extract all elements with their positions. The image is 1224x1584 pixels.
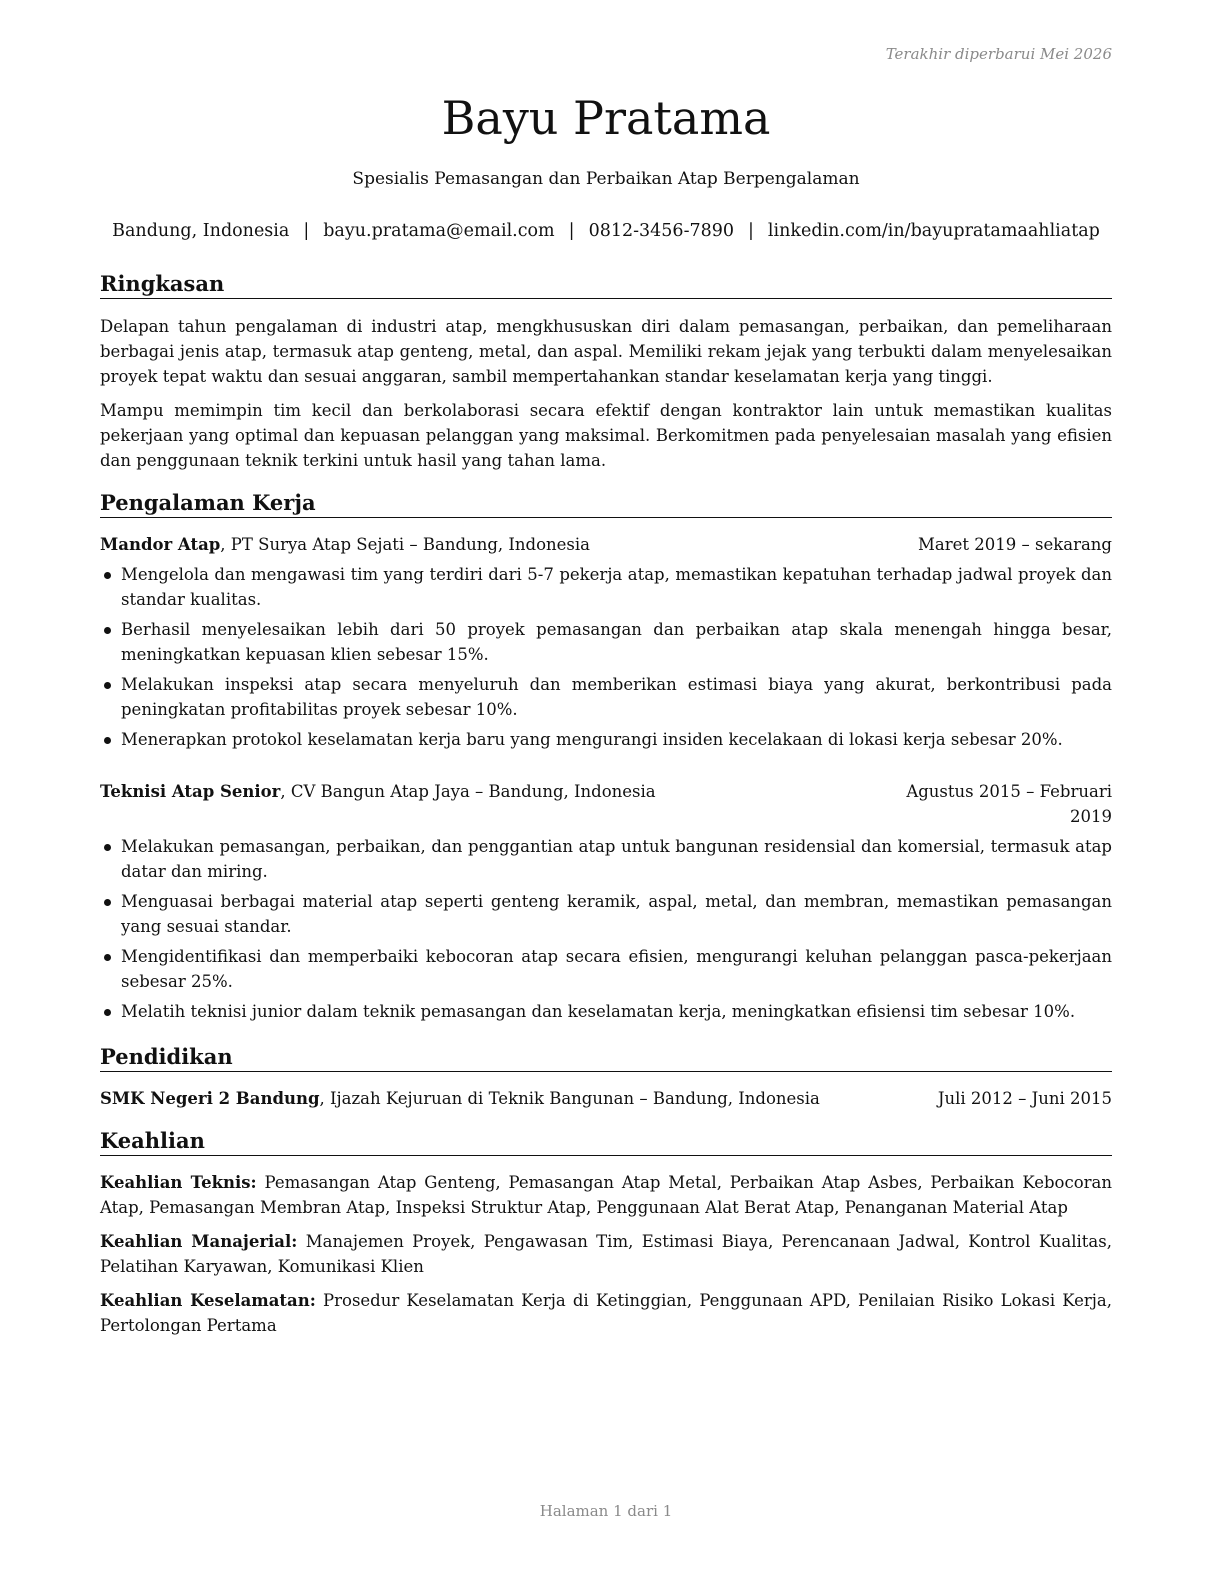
contact-line [100,220,1112,242]
education-entry [100,1086,1112,1111]
contact-separator: | [568,221,575,241]
skill-group-label: Keahlian Keselamatan: [100,1291,316,1310]
job-role: Teknisi Atap Senior [100,782,281,801]
job-bullet: Mengidentifikasi dan memperbaiki kebocoran atap secara efisien, mengurangi keluhan pelanggan pasca-pekerjaan sebesar 25%. [100,944,1112,994]
candidate-tagline: Spesialis Pemasangan dan Perbaikan Atap Berpengalaman [352,169,860,189]
skill-group-text: Prosedur Keselamatan Kerja di Ketinggian, Penggunaan APD, Penilaian Risiko Lokasi Kerja, Pertolongan Pertama [100,1291,1113,1335]
candidate-name: Bayu Pratama [441,91,771,145]
section-title-education: Pendidikan [100,1044,1112,1072]
last-updated-note: Terakhir diperbarui Mei 2026 [885,45,1112,63]
job-bullet: Berhasil menyelesaikan lebih dari 50 proyek pemasangan dan perbaikan atap skala menengah hingga besar, meningkatkan kepuasan klien sebesar 15%. [100,617,1112,667]
contact-location: Bandung, Indonesia [112,221,290,241]
job-company: , CV Bangun Atap Jaya – Bandung, Indonesia [280,782,656,801]
skill-group-text: Pemasangan Atap Genteng, Pemasangan Atap Metal, Perbaikan Atap Asbes, Perbaikan Kebocoran Atap, Pemasangan Membran Atap, Inspeksi Struktur Atap, Penggunaan Alat Berat Atap, Penanganan Material Atap [100,1173,1112,1217]
job-bullet-list [100,834,1112,1029]
job-bullet: Menguasai berbagai material atap seperti genteng keramik, aspal, metal, dan membran, memastikan pemasangan yang sesuai standar. [100,889,1112,939]
job-bullet: Menerapkan protokol keselamatan kerja baru yang mengurangi insiden kecelakaan di lokasi kerja sebesar 20%. [100,727,1112,752]
contact-separator: | [748,221,754,241]
skill-group [100,1288,1112,1338]
education-detail: , Ijazah Kejuruan di Teknik Bangunan – Bandung, Indonesia [319,1089,820,1108]
page-number: Halaman 1 dari 1 [539,1502,673,1520]
section-title-summary: Ringkasan [100,271,1112,299]
resume-page [100,0,1112,1584]
job-role: Mandor Atap [100,535,221,554]
skill-group [100,1170,1112,1220]
job-dates: Maret 2019 – sekarang [918,535,1112,554]
job-bullet: Melakukan pemasangan, perbaikan, dan penggantian atap untuk bangunan residensial dan komersial, termasuk atap datar dan miring. [100,834,1112,884]
job-bullet: Mengelola dan mengawasi tim yang terdiri dari 5-7 pekerja atap, memastikan kepatuhan terhadap jadwal proyek dan standar kualitas. [100,562,1112,612]
section-title-experience: Pengalaman Kerja [100,490,1112,518]
education-dates: Juli 2012 – Juni 2015 [937,1089,1112,1108]
skill-group-label: Keahlian Manajerial: [100,1232,298,1251]
job-company: , PT Surya Atap Sejati – Bandung, Indonesia [220,535,590,554]
section-title-skills: Keahlian [100,1128,1112,1156]
contact-separator: | [303,221,310,241]
job-header [100,532,1112,557]
job-header [100,779,1112,826]
job-bullet: Melatih teknisi junior dalam teknik pemasangan dan keselamatan kerja, meningkatkan efisiensi tim sebesar 10%. [100,999,1112,1024]
contact-linkedin[interactable]: linkedin.com/in/bayupratamaahliatap [767,221,1100,241]
job-bullet: Melakukan inspeksi atap secara menyeluruh dan memberikan estimasi biaya yang akurat, berkontribusi pada peningkatan profitabilitas proyek sebesar 10%. [100,672,1112,722]
contact-phone: 0812-3456-7890 [588,221,735,241]
skill-group [100,1229,1112,1279]
summary-paragraph: Delapan tahun pengalaman di industri atap, mengkhususkan diri dalam pemasangan, perbaikan, dan pemeliharaan berbagai jenis atap, termasuk atap genteng, metal, dan aspal. Memiliki rekam jejak yang terbukti dalam menyelesaikan proyek tepat waktu dan sesuai anggaran, sambil mempertahankan standar keselamatan kerja yang tinggi. [100,317,1112,386]
job-bullet-list [100,562,1112,757]
skill-group-text: Manajemen Proyek, Pengawasan Tim, Estimasi Biaya, Perencanaan Jadwal, Kontrol Kualitas, Pelatihan Karyawan, Komunikasi Klien [100,1232,1112,1276]
job-dates: Agustus 2015 – Februari 2019 [906,782,1112,826]
skill-group-label: Keahlian Teknis: [100,1173,257,1192]
education-school: SMK Negeri 2 Bandung [100,1089,320,1108]
summary-paragraph: Mampu memimpin tim kecil dan berkolaborasi secara efektif dengan kontraktor lain untuk memastikan kualitas pekerjaan yang optimal dan kepuasan pelanggan yang maksimal. Berkomitmen pada penyelesaian masalah yang efisien dan penggunaan teknik terkini untuk hasil yang tahan lama. [100,401,1112,470]
contact-email[interactable]: bayu.pratama@email.com [323,221,555,241]
